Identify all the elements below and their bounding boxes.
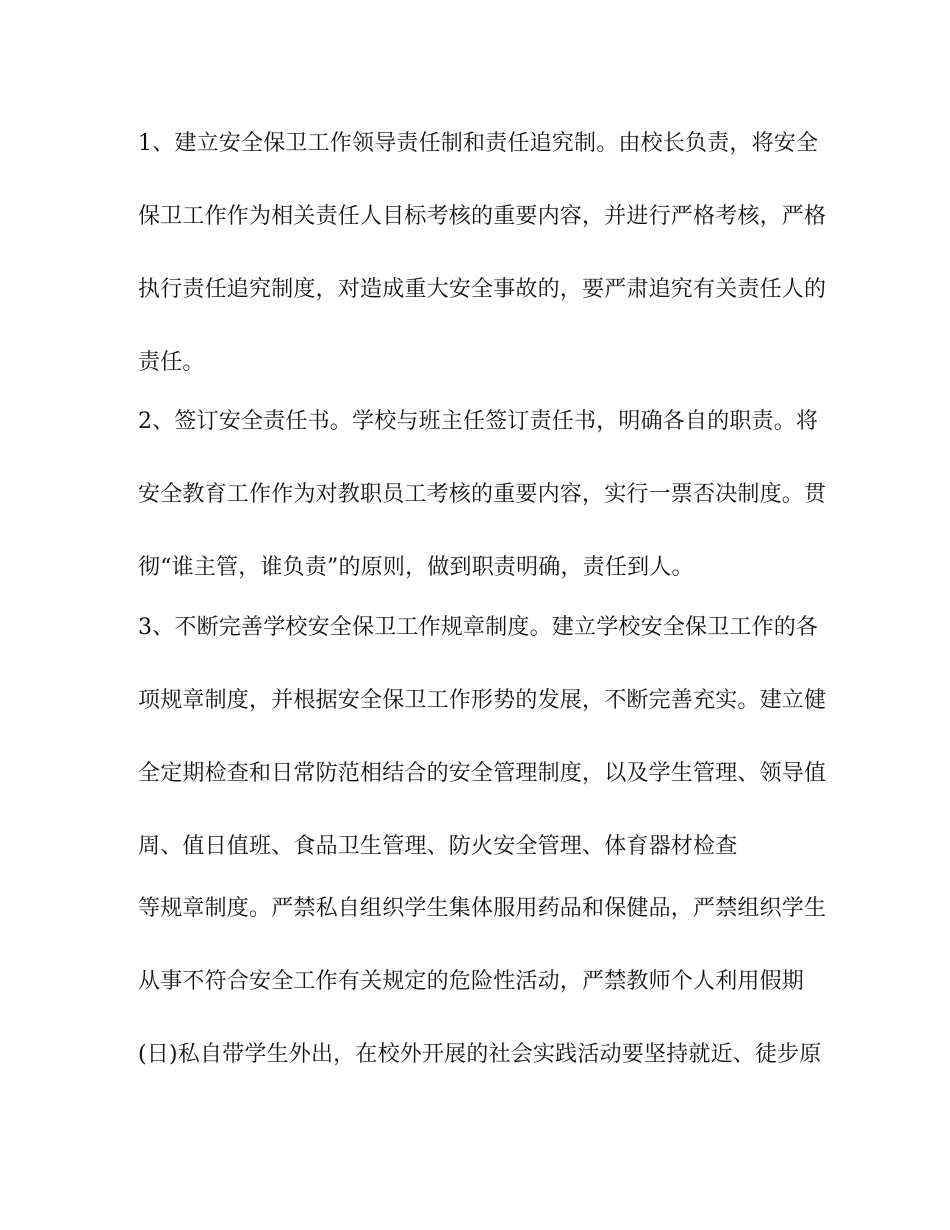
text-line: 全定期检查和日常防范相结合的安全管理制度，以及学生管理、领导值 — [138, 761, 827, 786]
text-line: 项规章制度，并根据安全保卫工作形势的发展，不断完善充实。建立健 — [138, 688, 827, 713]
text-line: 周、值日值班、食品卫生管理、防火安全管理、体育器材检查 — [138, 834, 738, 859]
text-line: 1、建立安全保卫工作领导责任制和责任追究制。由校长负责，将安全 — [138, 131, 819, 156]
text-line: 执行责任追究制度，对造成重大安全事故的，要严肃追究有关责任人的 — [138, 277, 827, 302]
text-line: 等规章制度。严禁私自组织学生集体服用药品和保健品，严禁组织学生 — [138, 896, 827, 921]
text-line: 从事不符合安全工作有关规定的危险性活动，严禁教师个人利用假期 — [138, 969, 805, 994]
text-line: 3、不断完善学校安全保卫工作规章制度。建立学校安全保卫工作的各 — [138, 615, 819, 640]
text-line: 彻“谁主管，谁负责”的原则，做到职责明确，责任到人。 — [138, 555, 694, 580]
text-line: (日)私自带学生外出，在校外开展的社会实践活动要坚持就近、徒步原 — [138, 1042, 822, 1067]
text-line: 责任。 — [138, 350, 205, 375]
text-line: 保卫工作作为相关责任人目标考核的重要内容，并进行严格考核，严格 — [138, 204, 827, 229]
text-line: 2、签订安全责任书。学校与班主任签订责任书，明确各自的职责。将 — [138, 409, 819, 434]
text-line: 安全教育工作作为对教职员工考核的重要内容，实行一票否决制度。贯 — [138, 482, 827, 507]
